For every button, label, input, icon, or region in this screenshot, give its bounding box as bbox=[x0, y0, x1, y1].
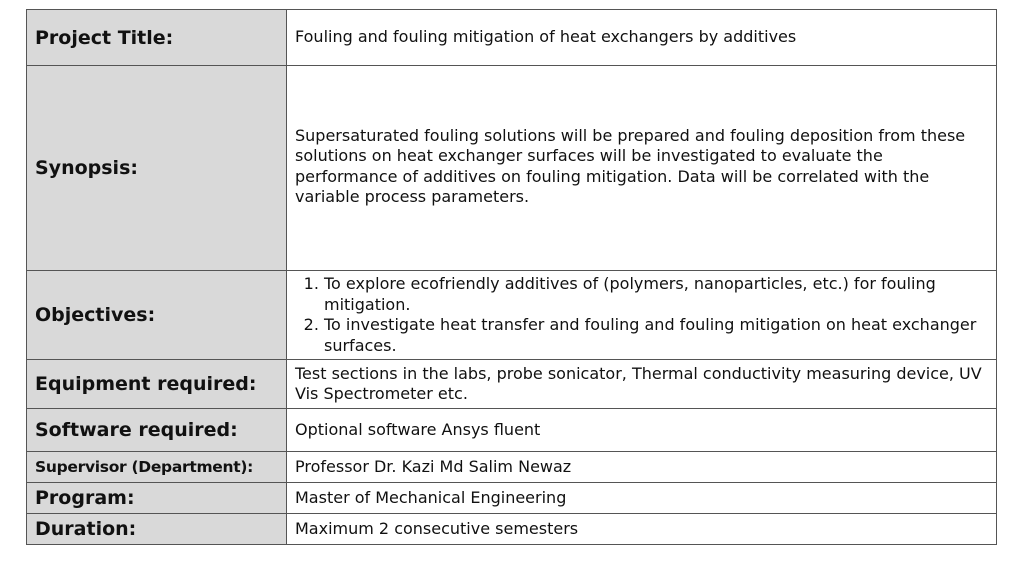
objective-item-1: 1. To explore ecofriendly additives of (polymers, nanoparticles, etc.) for fouling mitigation. bbox=[324, 274, 988, 315]
row-project-title bbox=[27, 10, 997, 66]
objective-item-2: 2. To investigate heat transfer and fouling and fouling mitigation on heat exchanger surfaces. bbox=[324, 315, 988, 356]
objectives-list bbox=[295, 274, 988, 356]
row-duration bbox=[27, 514, 997, 545]
objectives-label: Objectives: bbox=[27, 271, 287, 360]
supervisor-label: Supervisor (Department): bbox=[27, 452, 287, 483]
row-synopsis bbox=[27, 66, 997, 271]
synopsis-value: Supersaturated fouling solutions will be prepared and fouling deposition from these solutions on heat exchanger surfaces will be investigated to evaluate the performance of additives on fouling mitigation. Data will be correlated with the variable process parameters. bbox=[295, 125, 966, 206]
row-supervisor bbox=[27, 452, 997, 483]
duration-label: Duration: bbox=[27, 514, 287, 545]
project-title-value: Fouling and fouling mitigation of heat exchangers by additives bbox=[287, 10, 997, 66]
supervisor-value: Professor Dr. Kazi Md Salim Newaz bbox=[287, 452, 997, 483]
objectives-value-cell bbox=[287, 271, 997, 360]
row-software bbox=[27, 409, 997, 452]
synopsis-label: Synopsis: bbox=[27, 66, 287, 271]
project-title-label: Project Title: bbox=[27, 10, 287, 66]
duration-value: Maximum 2 consecutive semesters bbox=[287, 514, 997, 545]
row-equipment bbox=[27, 360, 997, 409]
program-value: Master of Mechanical Engineering bbox=[287, 483, 997, 514]
synopsis-value-cell bbox=[287, 66, 997, 271]
equipment-value: Test sections in the labs, probe sonicator, Thermal conductivity measuring device, UV Vis Spectrometer etc. bbox=[287, 360, 997, 409]
equipment-label: Equipment required: bbox=[27, 360, 287, 409]
program-label: Program: bbox=[27, 483, 287, 514]
row-program bbox=[27, 483, 997, 514]
software-label: Software required: bbox=[27, 409, 287, 452]
row-objectives bbox=[27, 271, 997, 360]
software-value: Optional software Ansys fluent bbox=[287, 409, 997, 452]
project-info-table bbox=[26, 9, 997, 545]
